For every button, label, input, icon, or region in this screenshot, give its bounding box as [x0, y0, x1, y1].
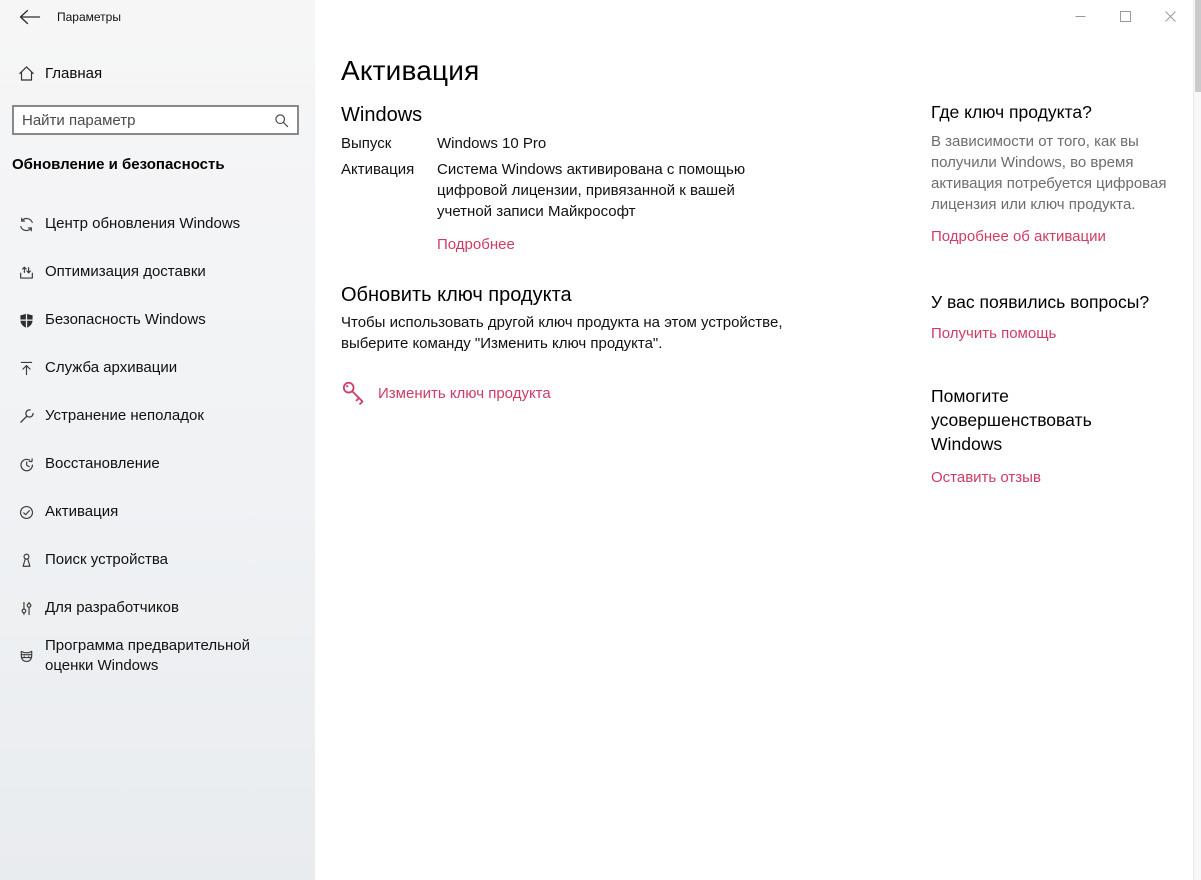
edition-value: Windows 10 Pro	[437, 135, 547, 152]
sidebar-item-label: Активация	[45, 503, 119, 520]
sidebar-item-label: Программа предварительной оценки Windows	[45, 637, 250, 674]
help-heading: Где ключ продукта?	[931, 102, 1092, 122]
sidebar-item-find-device[interactable]	[0, 536, 315, 584]
backup-icon	[18, 360, 35, 377]
wrench-icon	[18, 408, 35, 425]
sidebar-item-label: Служба архивации	[45, 359, 178, 376]
product-key-section	[341, 284, 831, 407]
insider-cat-icon	[18, 648, 35, 665]
sidebar-item-developers[interactable]	[0, 584, 315, 632]
sidebar-nav	[0, 200, 315, 680]
help-heading: Помогите усовершенствовать Windows	[931, 386, 1092, 454]
product-key-description: Чтобы использовать другой ключ продукта на этом устройстве, выберите команду "Изменить ключ продукта".	[341, 314, 783, 352]
edition-row	[341, 133, 831, 154]
get-help-link[interactable]: Получить помощь	[931, 325, 1057, 342]
titlebar	[315, 0, 1193, 32]
sync-icon	[18, 216, 35, 233]
search-icon[interactable]	[265, 113, 297, 128]
close-button[interactable]	[1148, 0, 1193, 32]
sidebar-item-label: Главная	[45, 64, 103, 82]
help-block-feedback	[931, 384, 1187, 488]
learn-more-link[interactable]: Подробнее	[437, 236, 515, 253]
maximize-button[interactable]	[1103, 0, 1148, 32]
sidebar-item-troubleshoot[interactable]	[0, 392, 315, 440]
find-device-icon	[18, 552, 35, 569]
sidebar-item-label: Для разработчиков	[45, 599, 179, 616]
search-input[interactable]	[14, 112, 265, 129]
windows-section-heading: Windows	[341, 104, 423, 126]
delivery-optimization-icon	[18, 264, 35, 281]
sidebar-item-label: Устранение неполадок	[45, 407, 204, 424]
home-icon	[18, 65, 35, 82]
change-product-key-row[interactable]	[341, 380, 831, 407]
maximize-icon	[1120, 11, 1131, 22]
minimize-icon	[1075, 11, 1086, 22]
sidebar-item-label: Оптимизация доставки	[45, 263, 206, 280]
back-icon	[19, 9, 41, 25]
page-title: Активация	[341, 55, 480, 86]
sidebar-item-insider-program[interactable]	[0, 632, 315, 680]
sidebar-item-label: Безопасность Windows	[45, 311, 206, 328]
sidebar-item-home[interactable]	[0, 56, 315, 90]
sidebar-item-windows-security[interactable]	[0, 296, 315, 344]
sidebar-item-label: Поиск устройства	[45, 551, 169, 568]
vertical-scrollbar[interactable]	[1193, 0, 1201, 880]
give-feedback-link[interactable]: Оставить отзыв	[931, 469, 1041, 486]
activation-info-link[interactable]: Подробнее об активации	[931, 228, 1106, 245]
key-icon	[341, 380, 368, 407]
sidebar-item-recovery[interactable]	[0, 440, 315, 488]
sidebar-item-windows-update[interactable]	[0, 200, 315, 248]
activation-check-icon	[18, 504, 35, 521]
back-button[interactable]	[19, 9, 41, 25]
help-block-questions	[931, 292, 1187, 344]
sidebar-item-delivery-optimization[interactable]	[0, 248, 315, 296]
activation-row	[341, 159, 831, 222]
scrollbar-thumb[interactable]	[1195, 0, 1201, 92]
help-text: В зависимости от того, как вы получили Windows, во время активация потребуется цифровая лицензия или ключ продукта.	[931, 133, 1167, 213]
shield-icon	[18, 312, 35, 329]
close-icon	[1165, 11, 1176, 22]
product-key-heading: Обновить ключ продукта	[341, 284, 572, 306]
help-block-product-key	[931, 102, 1187, 247]
sidebar-item-backup[interactable]	[0, 344, 315, 392]
sidebar	[0, 0, 315, 880]
sidebar-section-title: Обновление и безопасность	[12, 156, 225, 173]
sidebar-item-activation[interactable]	[0, 488, 315, 536]
activation-label: Активация	[341, 161, 415, 178]
developers-icon	[18, 600, 35, 617]
activation-value: Система Windows активирована с помощью цифровой лицензии, привязанной к вашей учетной записи Майкрософт	[437, 161, 746, 220]
change-product-key-link[interactable]: Изменить ключ продукта	[378, 385, 551, 402]
app-title: Параметры	[57, 10, 121, 24]
help-column	[931, 102, 1187, 488]
edition-label: Выпуск	[341, 135, 392, 152]
windows-status-section	[341, 104, 831, 255]
help-heading: У вас появились вопросы?	[931, 292, 1150, 312]
search-box	[12, 105, 299, 135]
recovery-icon	[18, 456, 35, 473]
minimize-button[interactable]	[1058, 0, 1103, 32]
sidebar-item-label: Восстановление	[45, 455, 160, 472]
sidebar-item-label: Центр обновления Windows	[45, 215, 241, 232]
